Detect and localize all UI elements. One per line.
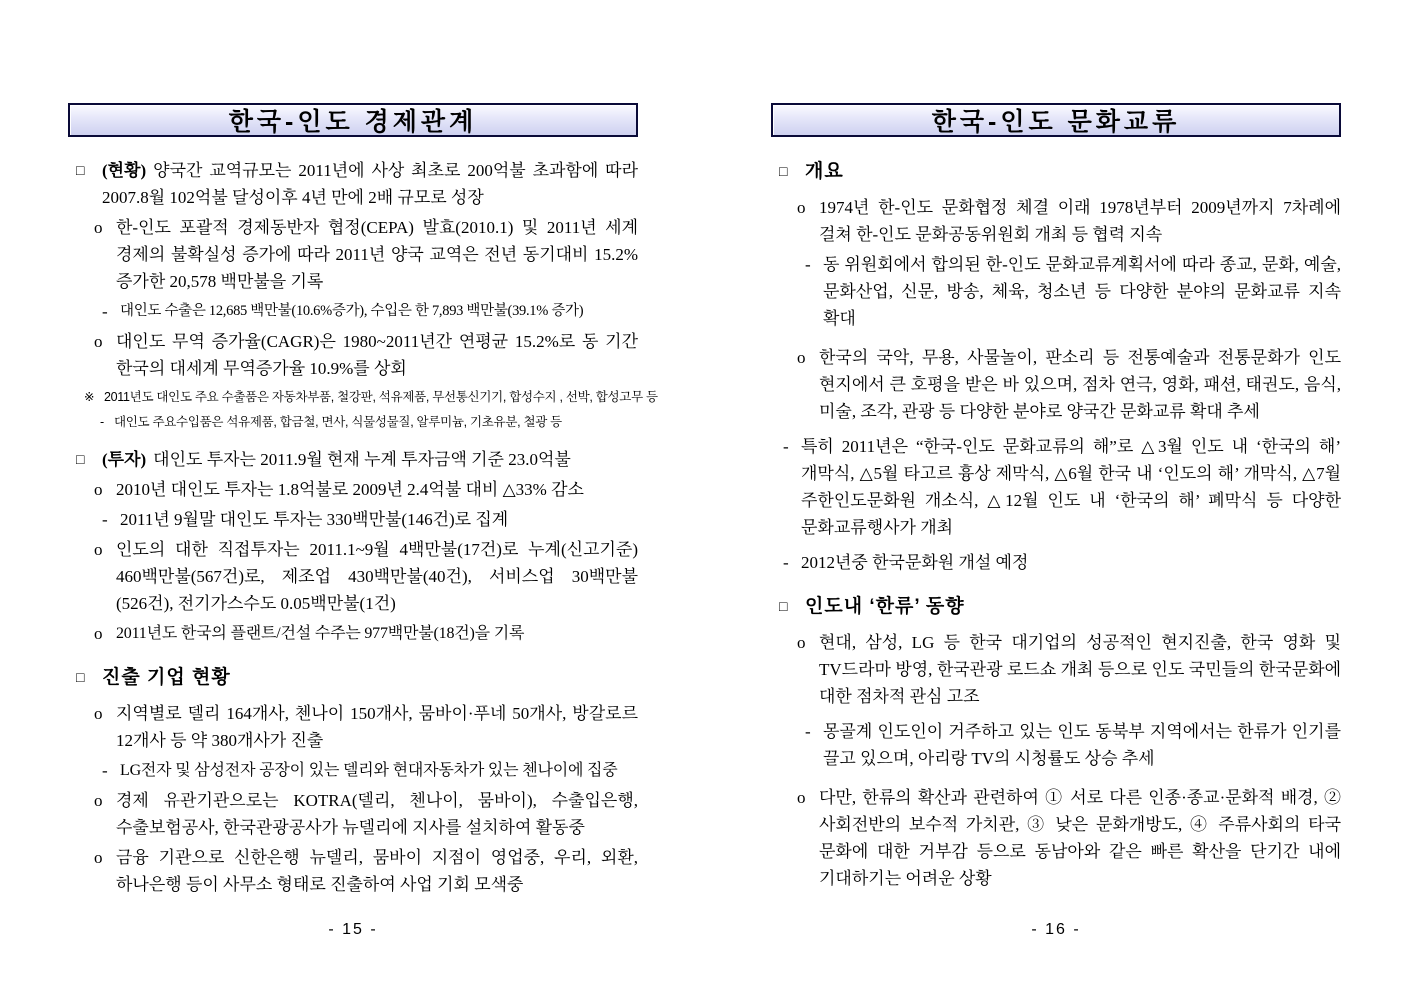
culture-agreement-item: [771, 194, 1341, 248]
bullet-text: 지역별로 델리 164개사, 첸나이 150개사, 뭄바이·푸네 50개사, 방갈로르 12개사 등 약 380개사가 진출: [116, 704, 638, 750]
circle-bullet-icon: o: [797, 633, 806, 652]
companies-by-region-item: [68, 700, 638, 754]
export-products-note: [68, 385, 658, 409]
dash-bullet-icon: -: [783, 437, 789, 456]
hallyu-constraints-item: [771, 784, 1341, 892]
bullet-text: 경제 유관기관으로는 KOTRA(델리, 첸나이, 뭄바이), 수출입은행, 수출보험공사, 한국관광공사가 뉴델리에 지사를 설치하여 활동중: [116, 791, 638, 837]
investment-item: [68, 446, 638, 473]
page-number: - 15 -: [328, 921, 378, 938]
dash-bullet-icon: -: [805, 722, 811, 741]
reference-mark-icon: ※: [84, 390, 95, 404]
culture-committee-item: [771, 251, 1341, 332]
companies-heading: [68, 663, 638, 692]
bullet-text: 한국의 국악, 무용, 사물놀이, 판소리 등 전통예술과 전통문화가 인도 현지에서 큰 호평을 받은 바 있으며, 점차 연극, 영화, 패션, 태권도, 음식, 미술, 조각, 관광 등 다양한 분야로 양국간 문화교류 확대 추세: [819, 348, 1341, 421]
lg-samsung-item: [68, 757, 638, 784]
bullet-text: 1974년 한-인도 문화협정 체결 이래 1978년부터 2009년까지 7차례에 걸쳐 한-인도 문화공동위원회 개최 등 협력 지속: [819, 198, 1341, 244]
bullet-text: LG전자 및 삼성전자 공장이 있는 델리와 현대자동차가 있는 첸나이에 집중: [120, 762, 618, 779]
circle-bullet-icon: o: [94, 704, 103, 723]
paragraph-body: 대인도 투자는 2011.9월 현재 누계 투자금액 기준 23.0억불: [153, 450, 571, 469]
bullet-text: 금융 기관으로 신한은행 뉴델리, 뭄바이 지점이 영업중, 우리, 외환, 하나은행 등이 사무소 형태로 진출하여 사업 기회 모색중: [116, 848, 638, 894]
bullet-text: 2010년 대인도 투자는 1.8억불로 2009년 2.4억불 대비 △33% 감소: [116, 480, 584, 499]
bold-label: (현황): [102, 161, 147, 180]
page-title-bar: [68, 103, 638, 137]
plant-order-item: [68, 620, 638, 647]
investment-2010-item: [68, 476, 638, 503]
paragraph-text: [102, 446, 638, 473]
circle-bullet-icon: o: [94, 332, 103, 351]
circle-bullet-icon: o: [94, 848, 103, 867]
note-text: 2011년도 대인도 주요 수출품은 자동차부품, 철강판, 석유제품, 무선통신기기, 합성수지 , 선박, 합성고무 등: [104, 390, 658, 404]
section-heading-text: 인도내 ‘한류’ 동향: [805, 596, 965, 617]
northeast-hallyu-item: [771, 718, 1341, 772]
circle-bullet-icon: o: [94, 218, 103, 237]
page-title-bar: [771, 103, 1341, 137]
dash-bullet-icon: -: [102, 761, 108, 780]
overview-heading: [771, 157, 1341, 186]
export-import-item: [68, 298, 638, 325]
page-title: 한국-인도 문화교류: [931, 108, 1181, 136]
page-number: - 16 -: [1031, 921, 1081, 938]
bullet-text: 대인도 무역 증가율(CAGR)은 1980~2011년간 연평균 15.2%로 동 기간 한국의 대세계 무역증가율 10.9%를 상회: [116, 332, 638, 378]
paragraph-body: 양국간 교역규모는 2011년에 사상 최초로 200억불 초과함에 따라 2007.8월 102억불 달성이후 4년 만에 2배 규모로 성장: [102, 161, 638, 207]
square-bullet-icon: □: [76, 162, 85, 178]
square-bullet-icon: □: [779, 163, 788, 179]
square-bullet-icon: □: [76, 669, 85, 685]
dash-bullet-icon: -: [805, 255, 811, 274]
bullet-text: 2011년도 한국의 플랜트/건설 수주는 977백만불(18건)을 기록: [116, 625, 525, 642]
culture-center-item: [771, 549, 1341, 576]
bullet-text: 2011년 9월말 대인도 투자는 330백만불(146건)로 집계: [120, 510, 509, 529]
page-16: [771, 103, 1341, 963]
current-status-item: [68, 157, 638, 211]
bullet-text: 동 위원회에서 합의된 한-인도 문화교류계획서에 따라 종교, 문화, 예술, 문화산업, 신문, 방송, 체육, 청소년 등 다양한 분야의 문화교류 지속 확대: [823, 255, 1341, 328]
investment-2011-item: [68, 506, 638, 533]
import-products-note: [68, 410, 638, 434]
economic-agencies-item: [68, 787, 638, 841]
cagr-item: [68, 328, 638, 382]
paragraph-text: [102, 157, 638, 211]
dash-bullet-icon: -: [102, 510, 108, 529]
bullet-text: 2012년중 한국문화원 개설 예정: [801, 553, 1029, 572]
cepa-trade-item: [68, 214, 638, 295]
section-heading-text: 개요: [805, 161, 844, 182]
circle-bullet-icon: o: [94, 540, 103, 559]
bold-label: (투자): [102, 450, 147, 469]
circle-bullet-icon: o: [797, 348, 806, 367]
circle-bullet-icon: o: [94, 480, 103, 499]
traditional-arts-item: [771, 344, 1341, 425]
hallyu-heading: [771, 592, 1341, 621]
page-title: 한국-인도 경제관계: [228, 108, 478, 136]
dash-bullet-icon: -: [783, 553, 789, 572]
hallyu-interest-item: [771, 629, 1341, 710]
bullet-text: 특히 2011년은 “한국-인도 문화교류의 해”로 △3월 인도 내 ‘한국의 해’ 개막식, △5월 타고르 흉상 제막식, △6월 한국 내 ‘인도의 해’ 개막식, △7월 주한인도문화원 개소식, △12월 인도 내 ‘한국의 해’ 폐막식 등 다양한 문화교류행사가 개최: [801, 437, 1341, 537]
note-text: 대인도 주요수입품은 석유제품, 합금철, 면사, 식물성물질, 알루미늄, 기초유분, 철광 등: [114, 415, 562, 429]
dash-bullet-icon: -: [102, 302, 108, 321]
page-15: [68, 103, 658, 963]
bullet-text: 다만, 한류의 확산과 관련하여 ① 서로 다른 인종·종교·문화적 배경, ② 사회전반의 보수적 가치관, ③ 낮은 문화개방도, ④ 주류사회의 타국 문화에 대한 거부감 등으로 동남아와 같은 빠른 확산을 단기간 내에 기대하기는 어려운 상황: [819, 788, 1341, 888]
bullet-text: 현대, 삼성, LG 등 한국 대기업의 성공적인 현지진출, 한국 영화 및 TV드라마 방영, 한국관광 로드쇼 개최 등으로 인도 국민들의 한국문화에 대한 점차적 관심 고조: [819, 633, 1341, 706]
financial-institutions-item: [68, 844, 638, 898]
culture-year-item: [771, 433, 1341, 541]
dash-bullet-icon: -: [100, 415, 104, 429]
circle-bullet-icon: o: [797, 198, 806, 217]
circle-bullet-icon: o: [94, 624, 103, 643]
bullet-text: 몽골계 인도인이 거주하고 있는 인도 동북부 지역에서는 한류가 인기를 끌고 있으며, 아리랑 TV의 시청률도 상승 추세: [823, 722, 1341, 768]
square-bullet-icon: □: [779, 598, 788, 614]
bullet-text: 인도의 대한 직접투자는 2011.1~9월 4백만불(17건)로 누계(신고기준) 460백만불(567건)로, 제조업 430백만불(40건), 서비스업 30백만불(526건), 전기가스수도 0.05백만불(1건): [116, 540, 638, 613]
square-bullet-icon: □: [76, 451, 85, 467]
bullet-text: 대인도 수출은 12,685 백만불(10.6%증가), 수입은 한 7,893 백만불(39.1% 증가): [120, 303, 584, 319]
fdi-item: [68, 536, 638, 617]
circle-bullet-icon: o: [797, 788, 806, 807]
section-heading-text: 진출 기업 현황: [102, 667, 231, 688]
circle-bullet-icon: o: [94, 791, 103, 810]
bullet-text: 한-인도 포괄적 경제동반자 협정(CEPA) 발효(2010.1) 및 2011년 세계 경제의 불확실성 증가에 따라 2011년 양국 교역은 전년 동기대비 15.2% 증가한 20,578 백만불을 기록: [116, 218, 638, 291]
